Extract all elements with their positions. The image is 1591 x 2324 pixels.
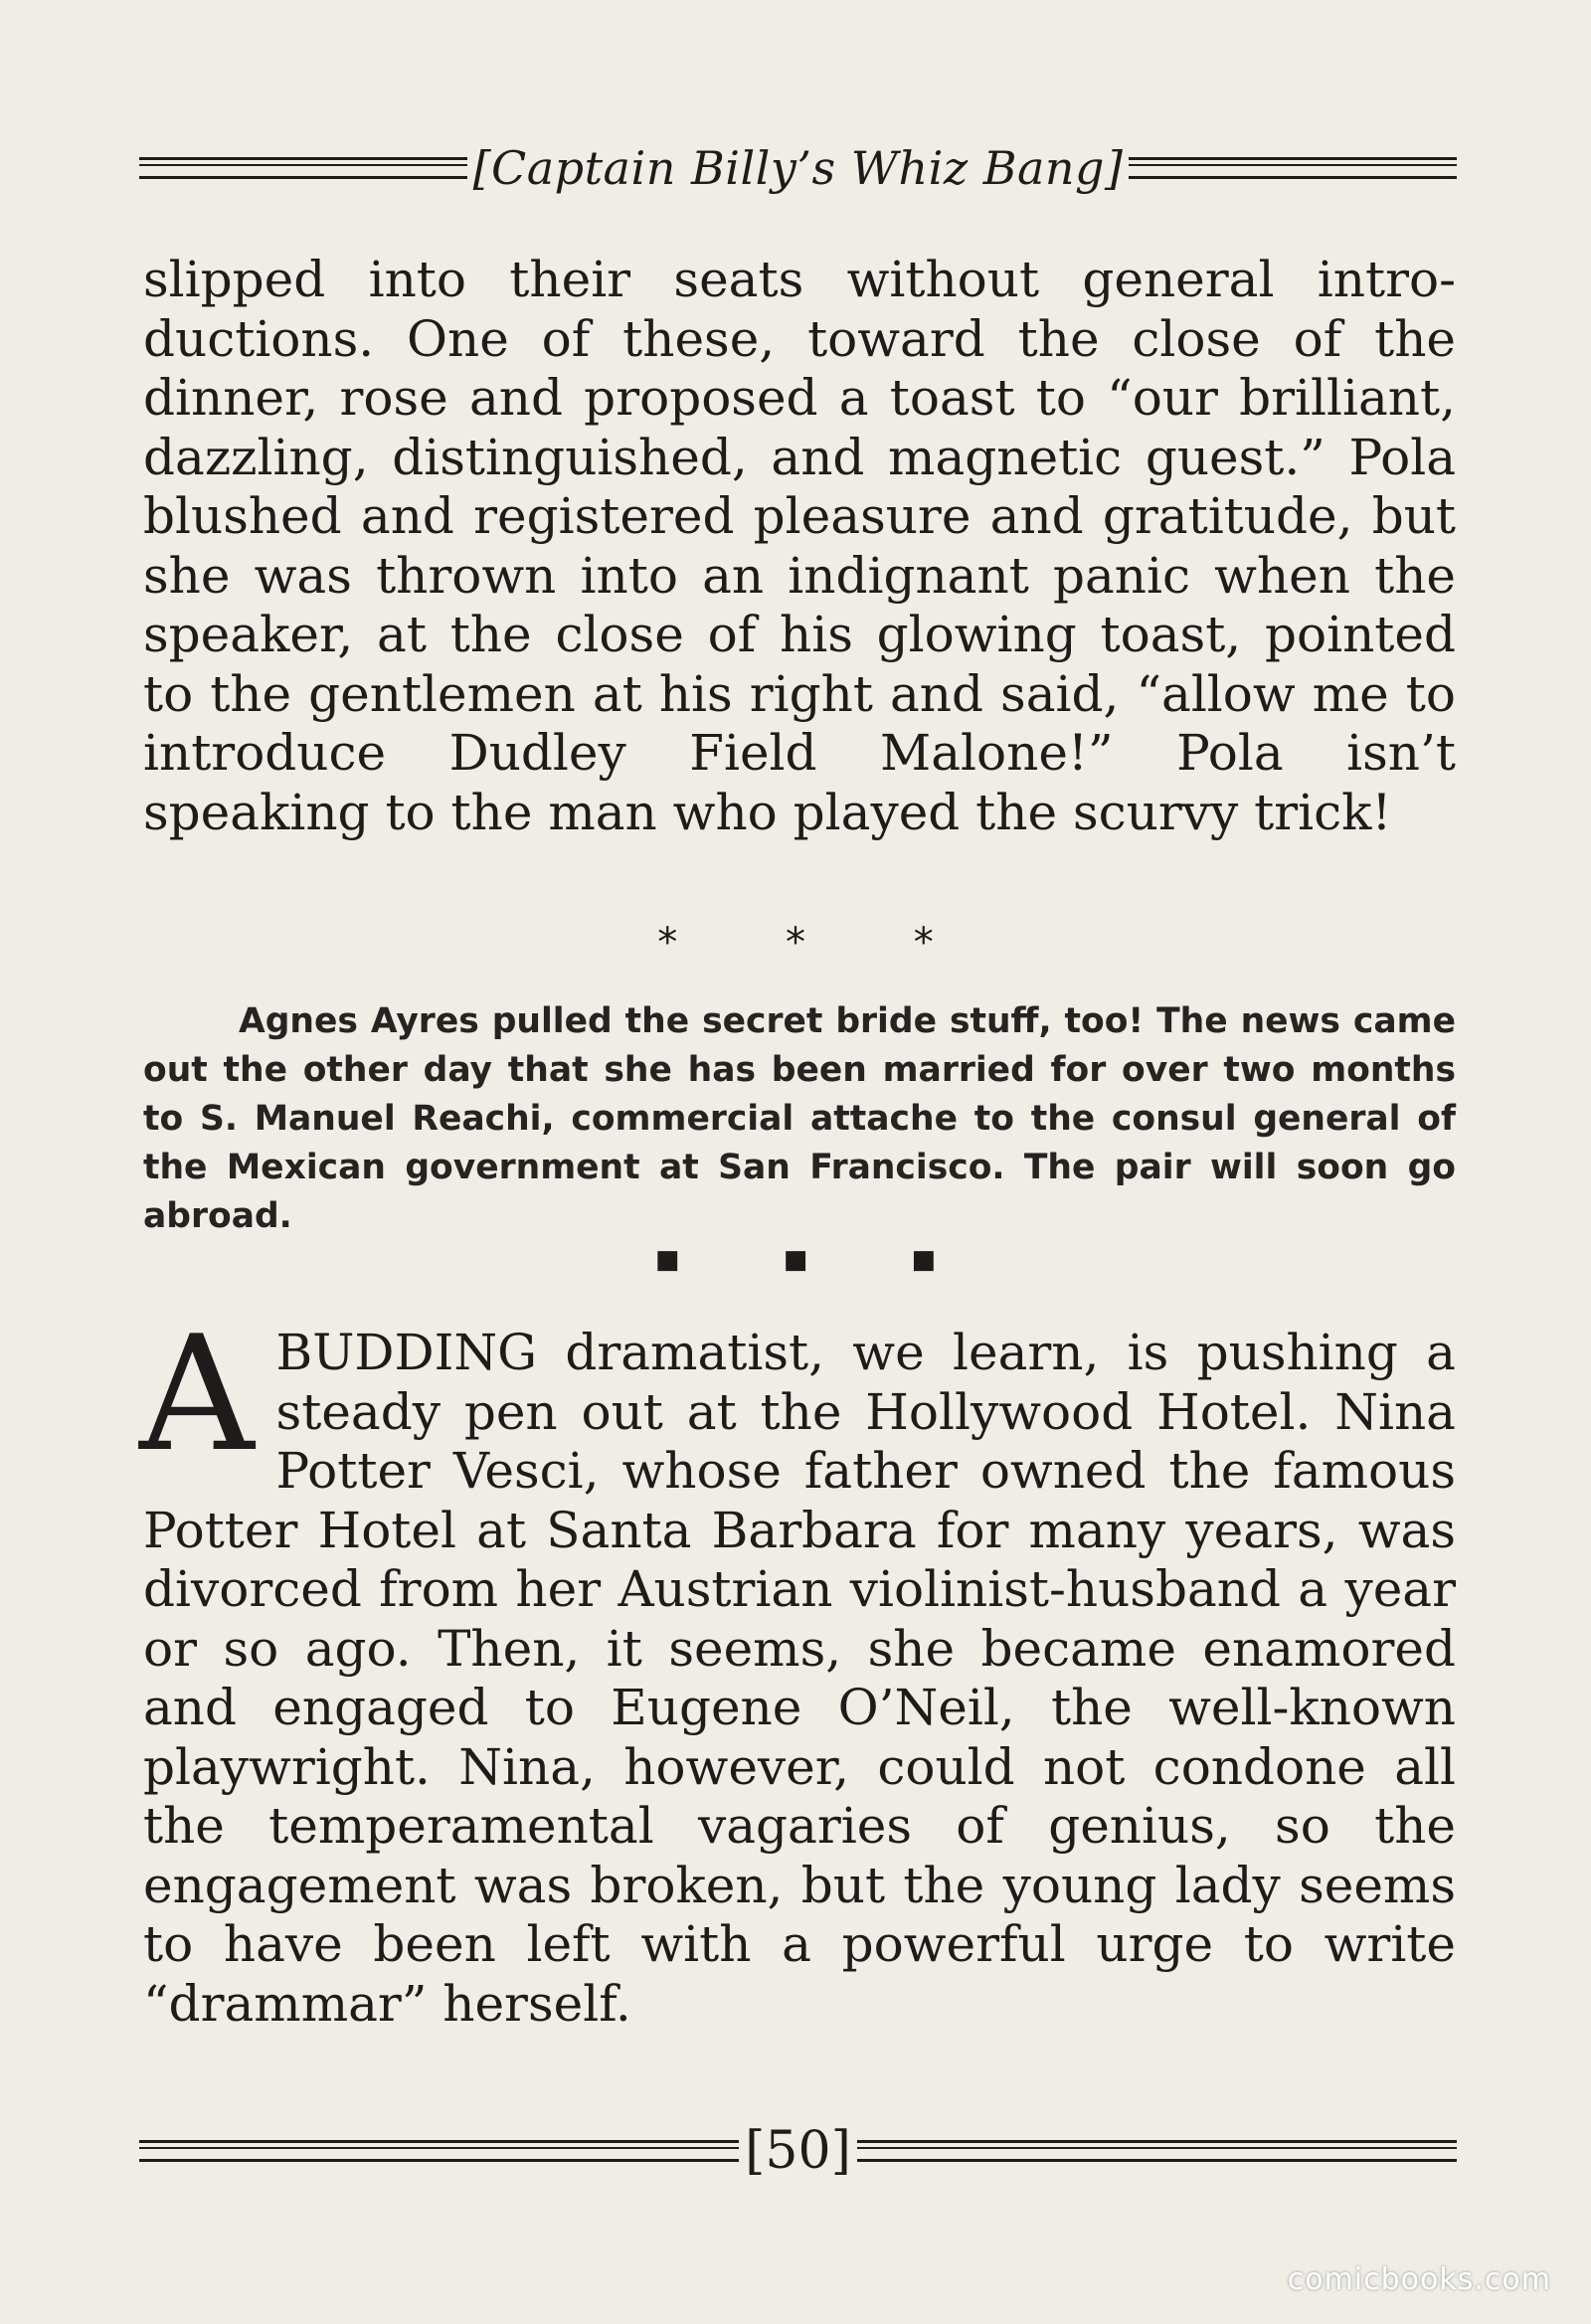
watermark: comicbooks.com: [1287, 2262, 1551, 2297]
section-separator: * * *: [657, 920, 981, 966]
paragraph-budding-dramatist: [139, 1301, 1456, 2034]
running-header: [139, 141, 1457, 195]
header-rule-left: [139, 157, 467, 179]
header-rule-right: [1129, 157, 1457, 179]
footer-rule-right: [857, 2140, 1457, 2162]
page-number: [50]: [745, 2121, 851, 2181]
running-title: [Captain Billy’s Whiz Bang]: [472, 141, 1124, 195]
section-separator: ■ ■ ■: [654, 1245, 984, 1275]
page-footer: [139, 2121, 1457, 2181]
paragraph-agnes-ayres: Agnes Ayres pulled the secret bride stuff, too! The news came out the other day that she has been married for over two months to S. Manuel Reachi, commercial attache to the consul general of the Mexican government at San Francisco. The pair will soon go abroad.: [143, 1001, 1456, 1236]
paragraph-pola: slipped into their seats without general introductions. One of these, toward the close of the dinner, rose and proposed a toast to “our brilliant, dazzling, distinguished, and magnetic guest.” Pola blushed and registered pleasure and gratitude, but she was thrown into an indignant panic when the speaker, at the close of his glowing toast, pointed to the gentlemen at his right and said, “allow me to introduce Dudley Field Malone!” Pola isn’t speaking to the man who played the scurvy trick!: [143, 251, 1456, 841]
drop-cap: A: [139, 1301, 255, 1487]
footer-rule-left: [139, 2140, 739, 2162]
paragraph-text: BUDDING dramatist, we learn, is pushing a steady pen out at the Hollywood Hotel. Nina Potter Vesci, whose father owned the famous Potter Hotel at Santa Barbara for many years, was divorced from her Austrian violinist-husband a year or so ago. Then, it seems, she became enamored and engaged to Eugene O’Neil, the well-known playwright. Nina, however, could not condone all the temperamental vagaries of genius, so the engagement was broken, but the young lady seems to have been left with a powerful urge to write “drammar” herself.: [143, 1324, 1456, 2033]
